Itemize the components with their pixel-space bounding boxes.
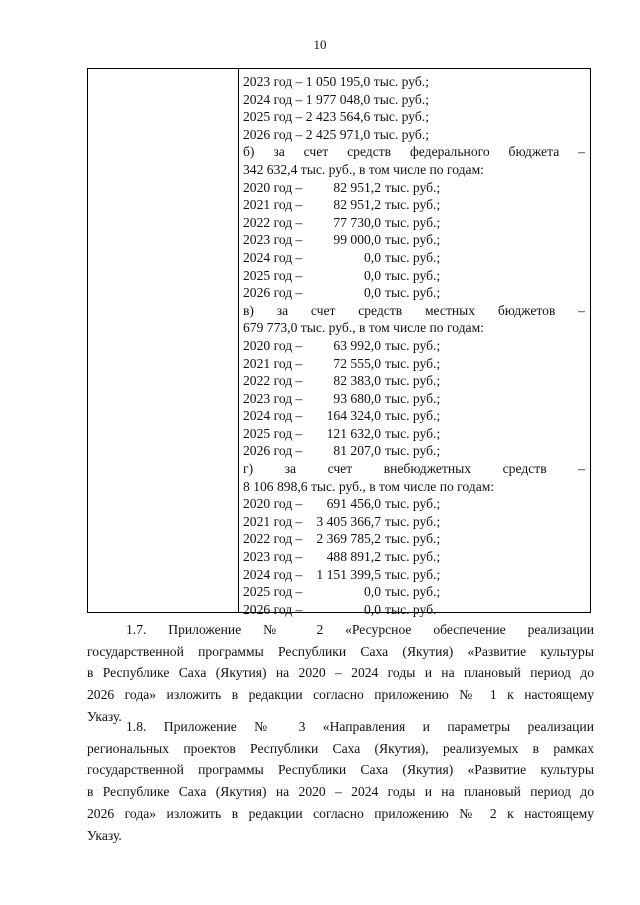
local-line: 2022 год – 82 383,0 тыс. руб.;: [243, 373, 441, 389]
federal-line: 2020 год – 82 951,2 тыс. руб.;: [243, 179, 441, 195]
local-total: 679 773,0 тыс. руб., в том числе по годам:: [243, 320, 484, 336]
federal-line: 2025 год – 0,0 тыс. руб.;: [243, 267, 441, 283]
federal-line: 2022 год – 77 730,0 тыс. руб.;: [243, 214, 441, 230]
local-heading: в) за счет средств местных бюджетов –: [243, 302, 585, 318]
budget-line: 2026 год – 2 425 971,0 тыс. руб.;: [243, 126, 429, 142]
financing-table: [87, 68, 591, 617]
local-line: 2024 год – 164 324,0 тыс. руб.;: [243, 408, 441, 424]
local-line: 2021 год – 72 555,0 тыс. руб.;: [243, 355, 441, 371]
local-line: 2025 год – 121 632,0 тыс. руб.;: [243, 425, 441, 441]
extrabudget-line: 2025 год – 0,0 тыс. руб.;: [243, 584, 441, 600]
budget-line: 2023 год – 1 050 195,0 тыс. руб.;: [243, 74, 429, 89]
local-line: 2023 год – 93 680,0 тыс. руб.;: [243, 390, 441, 406]
local-line: 2020 год – 63 992,0 тыс. руб.;: [243, 337, 441, 353]
extrabudget-line: 2021 год – 3 405 366,7 тыс. руб.;: [243, 513, 441, 529]
budget-line: 2025 год – 2 423 564,6 тыс. руб.;: [243, 109, 429, 125]
paragraph-1-7: 1.7. Приложение № 2 «Ресурсное обеспечение реализации государственной программы Республики Саха (Якутия) «Развитие культуры в Республике Саха (Якутия) на 2020 – 2024 годы и на плановый период до 2026 года» изложить в редакции согласно приложению № 1 к настоящему Указу.: [87, 622, 594, 724]
federal-line: 2024 год – 0,0 тыс. руб.;: [243, 249, 441, 265]
local-line: 2026 год – 81 207,0 тыс. руб.;: [243, 443, 441, 459]
extrabudget-line: 2020 год – 691 456,0 тыс. руб.;: [243, 496, 441, 512]
extrabudget-heading: г) за счет внебюджетных средств –: [243, 461, 585, 477]
table-right-cell: [239, 69, 590, 617]
federal-heading: б) за счет средств федерального бюджета –: [243, 144, 585, 160]
extrabudget-total: 8 106 898,6 тыс. руб., в том числе по годам:: [243, 478, 495, 494]
extrabudget-line: 2022 год – 2 369 785,2 тыс. руб.;: [243, 531, 441, 547]
extrabudget-line: 2024 год – 1 151 399,5 тыс. руб.;: [243, 566, 441, 582]
federal-line: 2021 год – 82 951,2 тыс. руб.;: [243, 197, 441, 213]
federal-line: 2026 год – 0,0 тыс. руб.;: [243, 285, 441, 301]
federal-total: 342 632,4 тыс. руб., в том числе по годам:: [243, 161, 484, 177]
budget-line: 2024 год – 1 977 048,0 тыс. руб.;: [243, 91, 429, 107]
page-number: 10: [313, 37, 327, 52]
table-left-cell: [88, 69, 239, 612]
extrabudget-line: 2026 год – 0,0 тыс. руб.: [243, 601, 437, 617]
extrabudget-line: 2023 год – 488 891,2 тыс. руб.;: [243, 549, 441, 565]
federal-line: 2023 год – 99 000,0 тыс. руб.;: [243, 232, 441, 248]
paragraph-1-8: 1.8. Приложение № 3 «Направления и параметры реализации региональных проектов Республики Саха (Якутия), реализуемых в рамках государственной программы Республики Саха (Якутия) «Развитие культуры в Республике Саха (Якутия) на 2020 – 2024 годы и на плановый период до 2026 года» изложить в редакции согласно приложению № 2 к настоящему Указу.: [87, 719, 594, 843]
